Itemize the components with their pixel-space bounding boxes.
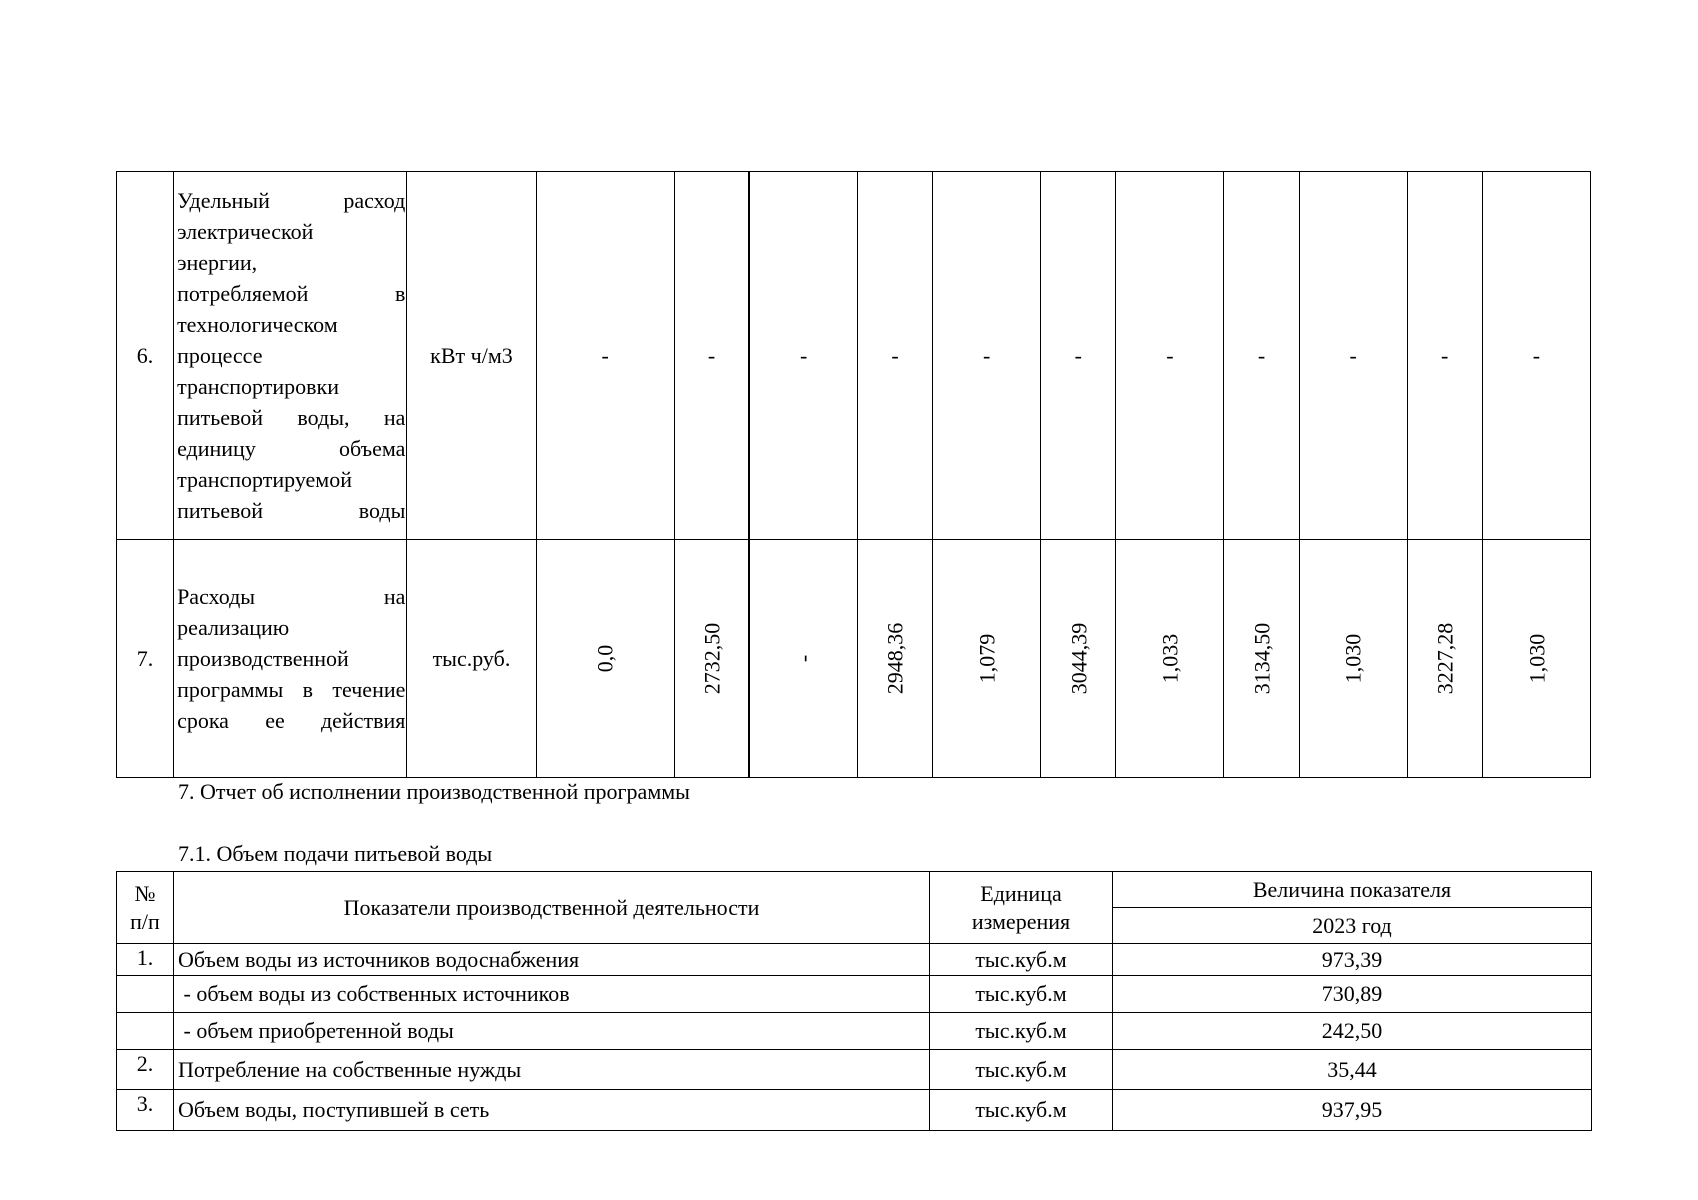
value-cell [1224,540,1299,778]
indicator-name-line: реализацию [177,615,290,640]
value-cell [1407,540,1482,778]
water-supply-table [116,871,1592,1131]
value-cell: 242,50 [1113,1013,1592,1050]
indicator-name-line: производственной [177,646,349,671]
unit-header [930,872,1113,944]
rotated-value: 3134,50 [1248,622,1274,695]
value-cell [674,540,749,778]
indicator-name-line: энергии, [177,250,258,275]
rotated-value: 1,079 [974,633,1000,684]
rotated-value: - [791,654,817,663]
value-cell: - [536,172,674,540]
value-cell: - [674,172,749,540]
indicator-name-line: транспортируемой [177,467,352,492]
row-number [117,1013,174,1050]
value-cell: - [1116,172,1224,540]
unit-cell: тыс.куб.м [930,1050,1113,1090]
year-header: 2023 год [1113,908,1592,944]
indicator-name [174,172,407,540]
row-number: 3. [117,1090,174,1131]
value-cell: 730,89 [1113,976,1592,1013]
rotated-value: 2948,36 [882,622,908,695]
num-header-line1: № [134,880,156,906]
rotated-value: 1,030 [1523,633,1549,684]
rotated-value: 3044,39 [1065,622,1091,695]
unit-cell: кВт ч/м3 [407,172,536,540]
indicator-name-line: процессе [177,343,263,368]
num-header-line2: п/п [130,908,160,934]
rotated-value: 1,033 [1157,633,1183,684]
subsection-title: 7.1. Объем подачи питьевой воды [178,841,493,866]
value-cell [749,540,857,778]
unit-cell: тыс.куб.м [930,1090,1113,1131]
value-cell: 973,39 [1113,944,1592,976]
value-cell: - [933,172,1041,540]
unit-header-line1: Единица [980,880,1062,906]
value-cell: - [857,172,932,540]
indicator-name-line: транспортировки [177,374,339,399]
table-row-6 [117,172,1591,540]
section-title: 7. Отчет об исполнении производственной программы [178,779,690,804]
value-cell [1041,540,1116,778]
row-number [117,976,174,1013]
value-cell: - [1224,172,1299,540]
value-cell: - [1299,172,1407,540]
value-cell: - [1407,172,1482,540]
indicator-name-line: электрической [177,219,314,244]
value-cell: - [1482,172,1590,540]
table-row [117,1050,1592,1090]
value-cell: - [749,172,857,540]
indicator-name [174,540,407,778]
indicator-name-line: питьевой воды, на [177,405,406,430]
indicator-name-line: питьевой воды [177,498,406,523]
value-cell: 35,44 [1113,1050,1592,1090]
indicator-header: Показатели производственной деятельности [174,872,930,944]
value-cell: 937,95 [1113,1090,1592,1131]
value-cell [536,540,674,778]
rotated-value: 0,0 [592,644,618,673]
row-number: 2. [117,1050,174,1090]
row-number: 7. [117,540,174,778]
value-cell [857,540,932,778]
value-header: Величина показателя [1113,872,1592,908]
unit-cell: тыс.куб.м [930,976,1113,1013]
unit-cell: тыс.куб.м [930,1013,1113,1050]
value-cell [1116,540,1224,778]
indicator-name-line: программы в течение [177,677,406,702]
rotated-value: 2732,50 [699,622,725,695]
table-row-7 [117,540,1591,778]
indicator-name-line: единицу объема [177,436,406,461]
header-row [117,872,1592,908]
unit-cell: тыс.куб.м [930,944,1113,976]
indicator-name-line: технологическом [177,312,338,337]
indicator-name-line: Расходы на [177,584,406,609]
unit-header-line2: измерения [971,908,1071,934]
table-row [117,944,1592,976]
indicators-table [116,171,1591,778]
indicator-name: Объем воды из источников водоснабжения [174,944,930,976]
rotated-value: 3227,28 [1432,622,1458,695]
row-number: 1. [117,944,174,976]
unit-cell: тыс.руб. [407,540,536,778]
row-number: 6. [117,172,174,540]
indicator-name-line: Удельный расход [177,188,406,213]
indicator-name: Потребление на собственные нужды [174,1050,930,1090]
value-cell [1482,540,1590,778]
value-cell: - [1041,172,1116,540]
value-cell [933,540,1041,778]
indicator-name-line: потребляемой в [177,281,406,306]
table-row [117,1013,1592,1050]
num-header [117,872,174,944]
table-row [117,1090,1592,1131]
indicator-name-line: срока ее действия [177,708,406,733]
indicator-name: Объем воды, поступившей в сеть [174,1090,930,1131]
indicator-name: - объем приобретенной воды [174,1013,930,1050]
table-row [117,976,1592,1013]
indicator-name: - объем воды из собственных источников [174,976,930,1013]
rotated-value: 1,030 [1340,633,1366,684]
value-cell [1299,540,1407,778]
